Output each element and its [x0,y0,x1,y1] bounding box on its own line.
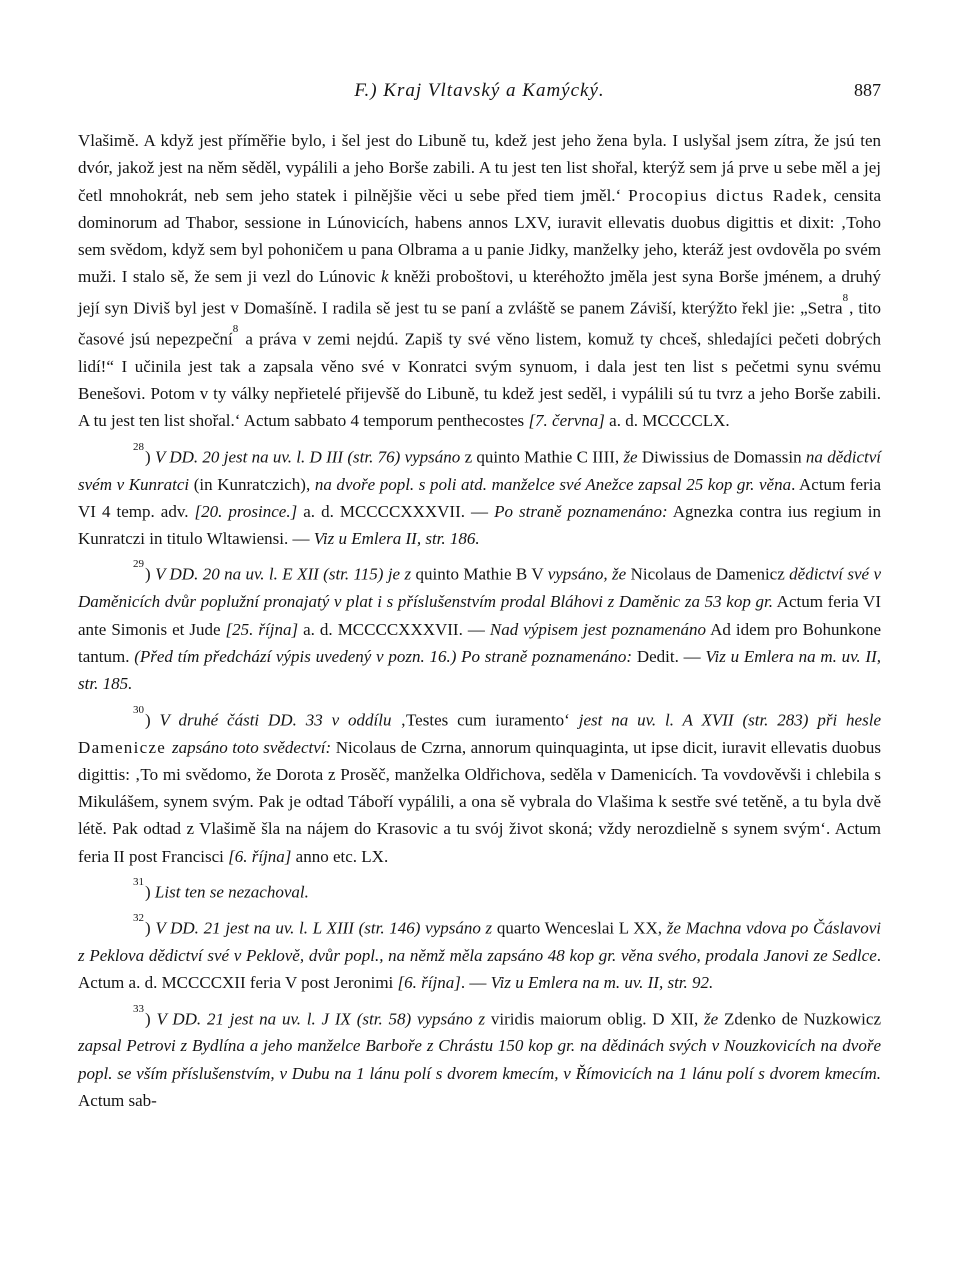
text-run: V DD. 20 jest na uv. l. D III (str. 76) vypsáno [154,447,461,467]
text-run: na dvoře popl. s poli atd. manželce své Anežce zapsal 25 kop gr. věna [314,474,792,494]
text-run: [20. prosince.] [194,501,298,521]
text-run: Ad idem pro Bohunkone tantum. [78,619,881,666]
text-run: (Před tím předchází výpis uvedený v pozn. 16.) Po straně poznamenáno: [134,646,633,666]
text-run: že Machna vdova po Čáslavovi z Peklova dědictví své v Peklově, dvůr popl., na němž měla zapsáno 48 kop gr. věna svého, prodala Janovi ze Sedlce [78,918,881,965]
text-run: [25. října] [225,619,299,639]
running-head: F.) Kraj Vltavský a Kamýcký. [354,80,605,101]
text-run: , censita dominorum ad Thabor, sessione in Lúnovicích, habens annos LXV, iuravit ellevatis duobus digittis et dixit: ‚Toho sem svědom, když sem byl pohoničem u pana Olbrama a u panie Jidky, manželky jeho, kteráž jest ovdověla po svém muži. I stalo sě, že sem ji vezl do Lúnovic [78,185,882,287]
text-run: Viz u Emlera II, str. 186. [313,529,480,549]
footnote-30 [78,703,881,870]
text-run: Vlašimě. A když jest příměřie bylo, i šel jest do Libuně tu, kdež jest jeho žena byla. I uslyšal jsem zítra, že jsú ten dvór, jakož jest na něm sěděl, vypálili a jeho Borše zabili. A tu jest ten list shořal, kterýž sem já prve u sebe měl a jej četl mnohokrát, neb sem jeho statek i pilnějšie věci u sebe před tiem jměl.‘ [78,131,881,205]
text-run: k [380,267,389,287]
text-run: (in Kunratczich), [189,474,315,494]
text-run: , tito časové jsú nepezpeční [78,298,881,349]
text-run: V DD. 21 jest na uv. l. L XIII (str. 146) vypsáno z [155,918,493,938]
text-run: V DD. 21 jest na uv. l. J IX (str. 58) vypsáno z [156,1009,486,1029]
text-run: a. d. MCCCCXXXVII. — [298,619,490,639]
page-header [78,80,881,106]
text-run: Damenicze [78,737,172,757]
footnote-33 [78,1002,881,1115]
text-run: . Actum a. d. MCCCCXII feria V post Jeronimi [78,945,881,993]
text-run: ) [145,565,156,585]
footnote-number: 29 [133,558,144,571]
text-run: V DD. 20 na uv. l. E XII (str. 115) je z [155,565,412,585]
text-run: quinto Mathie B V [411,565,548,585]
footnote-number: 32 [133,911,144,924]
text-run: Procopius dictus Radek [628,185,823,205]
text-run: List ten se nezachoval. [154,882,309,902]
text-run: Actum feria VI ante Simonis et Jude [78,592,881,639]
text-run: Nicolaus de Damenicz [626,565,790,585]
text-run: ) [145,710,160,730]
text-run: zapsáno toto svědectví: [171,737,332,757]
footnote-28 [78,440,881,553]
text-run: Viz u Emlera na m. uv. II, str. 185. [78,646,881,694]
text-run: [7. června] [528,411,605,431]
text-run: quarto Wenceslai L XX, [492,918,667,938]
text-run: ) [145,918,156,938]
lead-paragraph [78,127,881,435]
text-run: 8 [842,291,849,304]
footnote-number: 31 [133,876,144,888]
text-run: a práva v zemi nejdú. Zapiš ty své věno listem, komuž ty chceš, shledajíci pečeti dobrých lidí!“ I učinila jest tak a zapsala věno své v Konratci svým synuom, i dala jest ten list s pečetmi synu svému Benešovi. Potom v ty války nepřietelé přijevšě do Libuně, tu kdež jest seděl, i vypálili sú tu tvrz a jeho Borše zabili. A tu jest ten list shořal.‘ Actum sabbato 4 temporum penthecostes [78,329,881,431]
text-run: kněži proboštovi, u kteréhožto jměla jest syna Borše jménem, a druhý její syn Diviš byl jest v Domašíně. I radila sě jest tu se paní a zvláště se panem Záviší, kterýžto řekl jie: „Setra [78,267,882,318]
text-run: Zdenko de Nuzkowicz [718,1009,881,1029]
footnote-31 [78,875,881,906]
text-run: ) [145,882,155,902]
text-run: ‚Testes cum iuramento‘ [391,710,579,730]
text-run: a. d. MCCCCXXXVII. — [297,501,495,521]
text-run: že [704,1009,719,1029]
text-run: Nad výpisem jest poznamenáno [489,619,707,639]
text-run: a. d. MCCCCLX. [604,411,730,431]
footnote-number: 33 [133,1002,144,1015]
text-run: Po straně poznamenáno: [494,501,668,521]
page-body [78,127,881,1114]
text-run: Viz u Emlera na m. uv. II, str. 92. [490,973,714,993]
footnote-number: 30 [133,703,144,716]
page-number: 887 [854,80,881,100]
text-run: Dedit. — [632,646,706,666]
text-run: vypsáno, že [547,565,627,585]
text-run: [6. října] [397,973,461,993]
text-run: anno etc. LX. [291,846,389,866]
text-run: Agnezka contra ius regium in Kunratczi in titulo Wltawiensi. — [78,501,882,549]
text-run: na dědictví svém v Kunratci [78,447,882,494]
text-run: jest na uv. l. A XVII (str. 283) při hesle [578,710,881,730]
text-run: zapsal Petrovi z Bydlína a jeho manželce Barboře z Chrástu 150 kop gr. na dědinách svých v Nouzkovicích na dvoře popl. se vším příslušenstvím, v Dubu na 1 lánu polí s dvorem kmecím, v Římovicích na 1 lánu polí s dvorem kmecím. [78,1036,881,1083]
text-run: V druhé části DD. 33 v oddílu [159,710,392,730]
text-run: dědictví své v Daměnicích dvůr poplužní pronajatý v plat i s příslušenstvím prodal Bláhovi z Daměnic za 53 kop gr. [78,565,881,612]
text-run: . Actum feria VI 4 temp. adv. [78,474,881,521]
text-run: že [623,447,638,467]
text-run: Diwissius de Domassin [637,447,806,467]
text-run: ) [145,1009,157,1029]
text-run: viridis maiorum oblig. D XII, [485,1009,705,1029]
text-run: 8 [232,322,239,335]
text-run: Nicolaus de Czrna, annorum quinquaginta, ut ipse dicit, iuravit ellevatis duobus digittis: ‚To mi svědomo, že Dorota z Prosěč, manželka Oldřichova, seděla v Damenicích. Ta vovdověvši i chlebila s Mikulášem, synem svým. Pak je odtad Táboří vypálili, a ona sě vybrala do Vlašima k sestře své tetěně, a tu byla dvě létě. Pak odtad z Vlašimě šla na nájem do Krasovic a tu svój život skoná; vždy nerozdielně s synem svým‘. Actum feria II post Francisci [78,737,881,866]
text-run: ) [145,447,155,467]
text-run: Actum sab- [78,1091,157,1111]
text-run: [6. října] [228,846,292,866]
text-run: . — [460,973,491,993]
footnote-32 [78,911,881,997]
footnote-29 [78,557,881,697]
footnote-number: 28 [133,440,144,453]
text-run: z quinto Mathie C IIII, [460,447,624,467]
